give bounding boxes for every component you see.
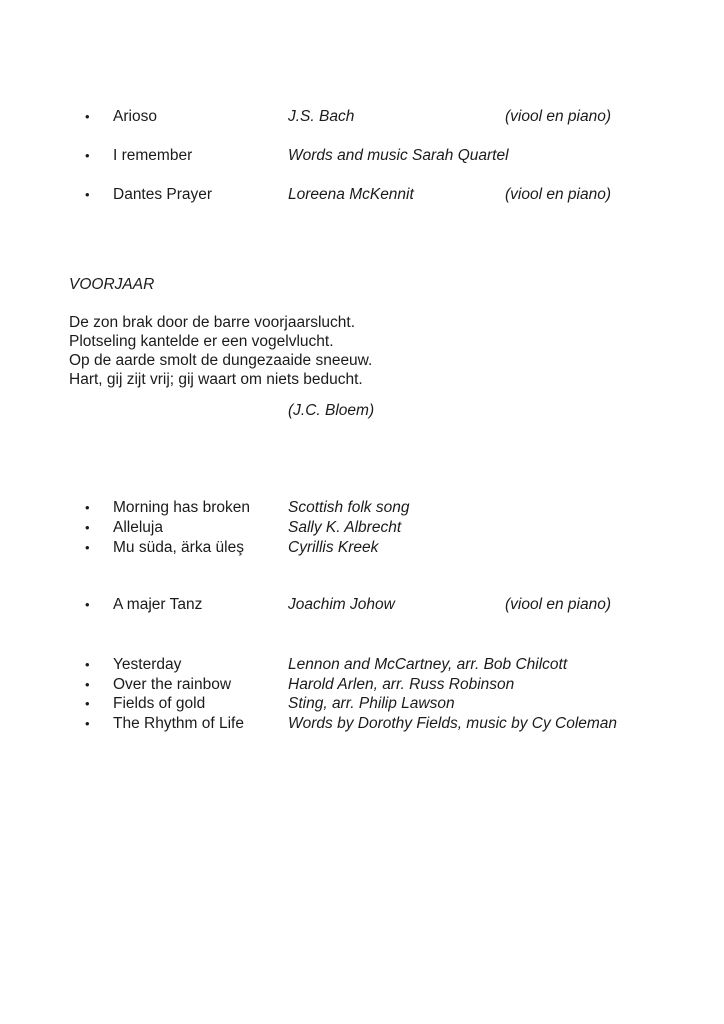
song-note (505, 498, 724, 518)
bullet-icon: • (85, 148, 90, 163)
song-title: Arioso (113, 108, 157, 125)
poem-body (69, 313, 724, 389)
song-note: (viool en piano) (505, 186, 611, 203)
song-composer: Lennon and McCartney, arr. Bob Chilcott (288, 656, 568, 673)
song-title: Morning has broken (113, 499, 250, 516)
song-title: Yesterday (113, 656, 182, 673)
song-title: Alleluja (113, 519, 163, 536)
song-note (505, 146, 724, 166)
bullet-icon: • (85, 109, 90, 124)
song-note: (viool en piano) (505, 108, 611, 125)
song-title: Fields of gold (113, 695, 206, 712)
bullet-icon: • (85, 696, 90, 711)
poem-section (69, 275, 724, 420)
song-row (85, 518, 724, 538)
song-row (85, 498, 724, 518)
song-note (505, 714, 724, 734)
bullet-icon: • (85, 597, 90, 612)
song-note (505, 538, 724, 558)
song-note (505, 675, 724, 695)
song-list-opening (0, 107, 724, 224)
song-composer: Cyrillis Kreek (288, 539, 379, 556)
song-list-middle (0, 498, 724, 558)
song-composer: Harold Arlen, arr. Russ Robinson (288, 675, 515, 693)
song-composer: Words by Dorothy Fields, music by Cy Coleman (288, 714, 618, 732)
bullet-icon: • (85, 715, 90, 731)
song-list-closing (0, 655, 724, 733)
song-row (85, 675, 724, 695)
song-row (85, 107, 724, 127)
song-composer: Words and music Sarah Quartel (288, 147, 509, 164)
song-composer: Loreena McKennit (288, 186, 414, 203)
song-note (505, 655, 724, 675)
bullet-icon: • (85, 500, 90, 515)
song-row (85, 655, 724, 675)
poem-line: De zon brak door de barre voorjaarslucht. (69, 314, 356, 331)
song-note (505, 518, 724, 538)
song-note: (viool en piano) (505, 596, 611, 613)
bullet-icon: • (85, 540, 90, 555)
song-title: Over the rainbow (113, 675, 232, 693)
song-composer: Sally K. Albrecht (288, 519, 402, 536)
song-list-instrumental (0, 595, 724, 615)
song-row (85, 694, 724, 714)
song-row (85, 538, 724, 558)
song-row (85, 714, 724, 734)
song-note (505, 694, 724, 714)
song-row (85, 146, 724, 166)
poem-title: VOORJAAR (69, 276, 155, 293)
song-composer: Joachim Johow (288, 596, 395, 613)
song-title: Dantes Prayer (113, 186, 213, 203)
poem-line: Hart, gij zijt vrij; gij waart om niets beducht. (69, 371, 363, 388)
poem-line: Plotseling kantelde er een vogelvlucht. (69, 333, 334, 350)
song-title: The Rhythm of Life (113, 714, 244, 732)
poem-line: Op de aarde smolt de dungezaaide sneeuw. (69, 352, 373, 369)
song-row (85, 595, 724, 615)
bullet-icon: • (85, 676, 90, 692)
song-row (85, 185, 724, 205)
song-composer: Scottish folk song (288, 499, 410, 516)
song-title: A majer Tanz (113, 596, 203, 613)
poem-attribution: (J.C. Bloem) (288, 402, 375, 419)
song-composer: Sting, arr. Philip Lawson (288, 695, 455, 712)
song-composer: J.S. Bach (288, 108, 355, 125)
bullet-icon: • (85, 520, 90, 535)
song-title: Mu süda, ärka üleş (113, 539, 244, 556)
song-title: I remember (113, 147, 193, 164)
bullet-icon: • (85, 187, 90, 202)
bullet-icon: • (85, 657, 90, 672)
